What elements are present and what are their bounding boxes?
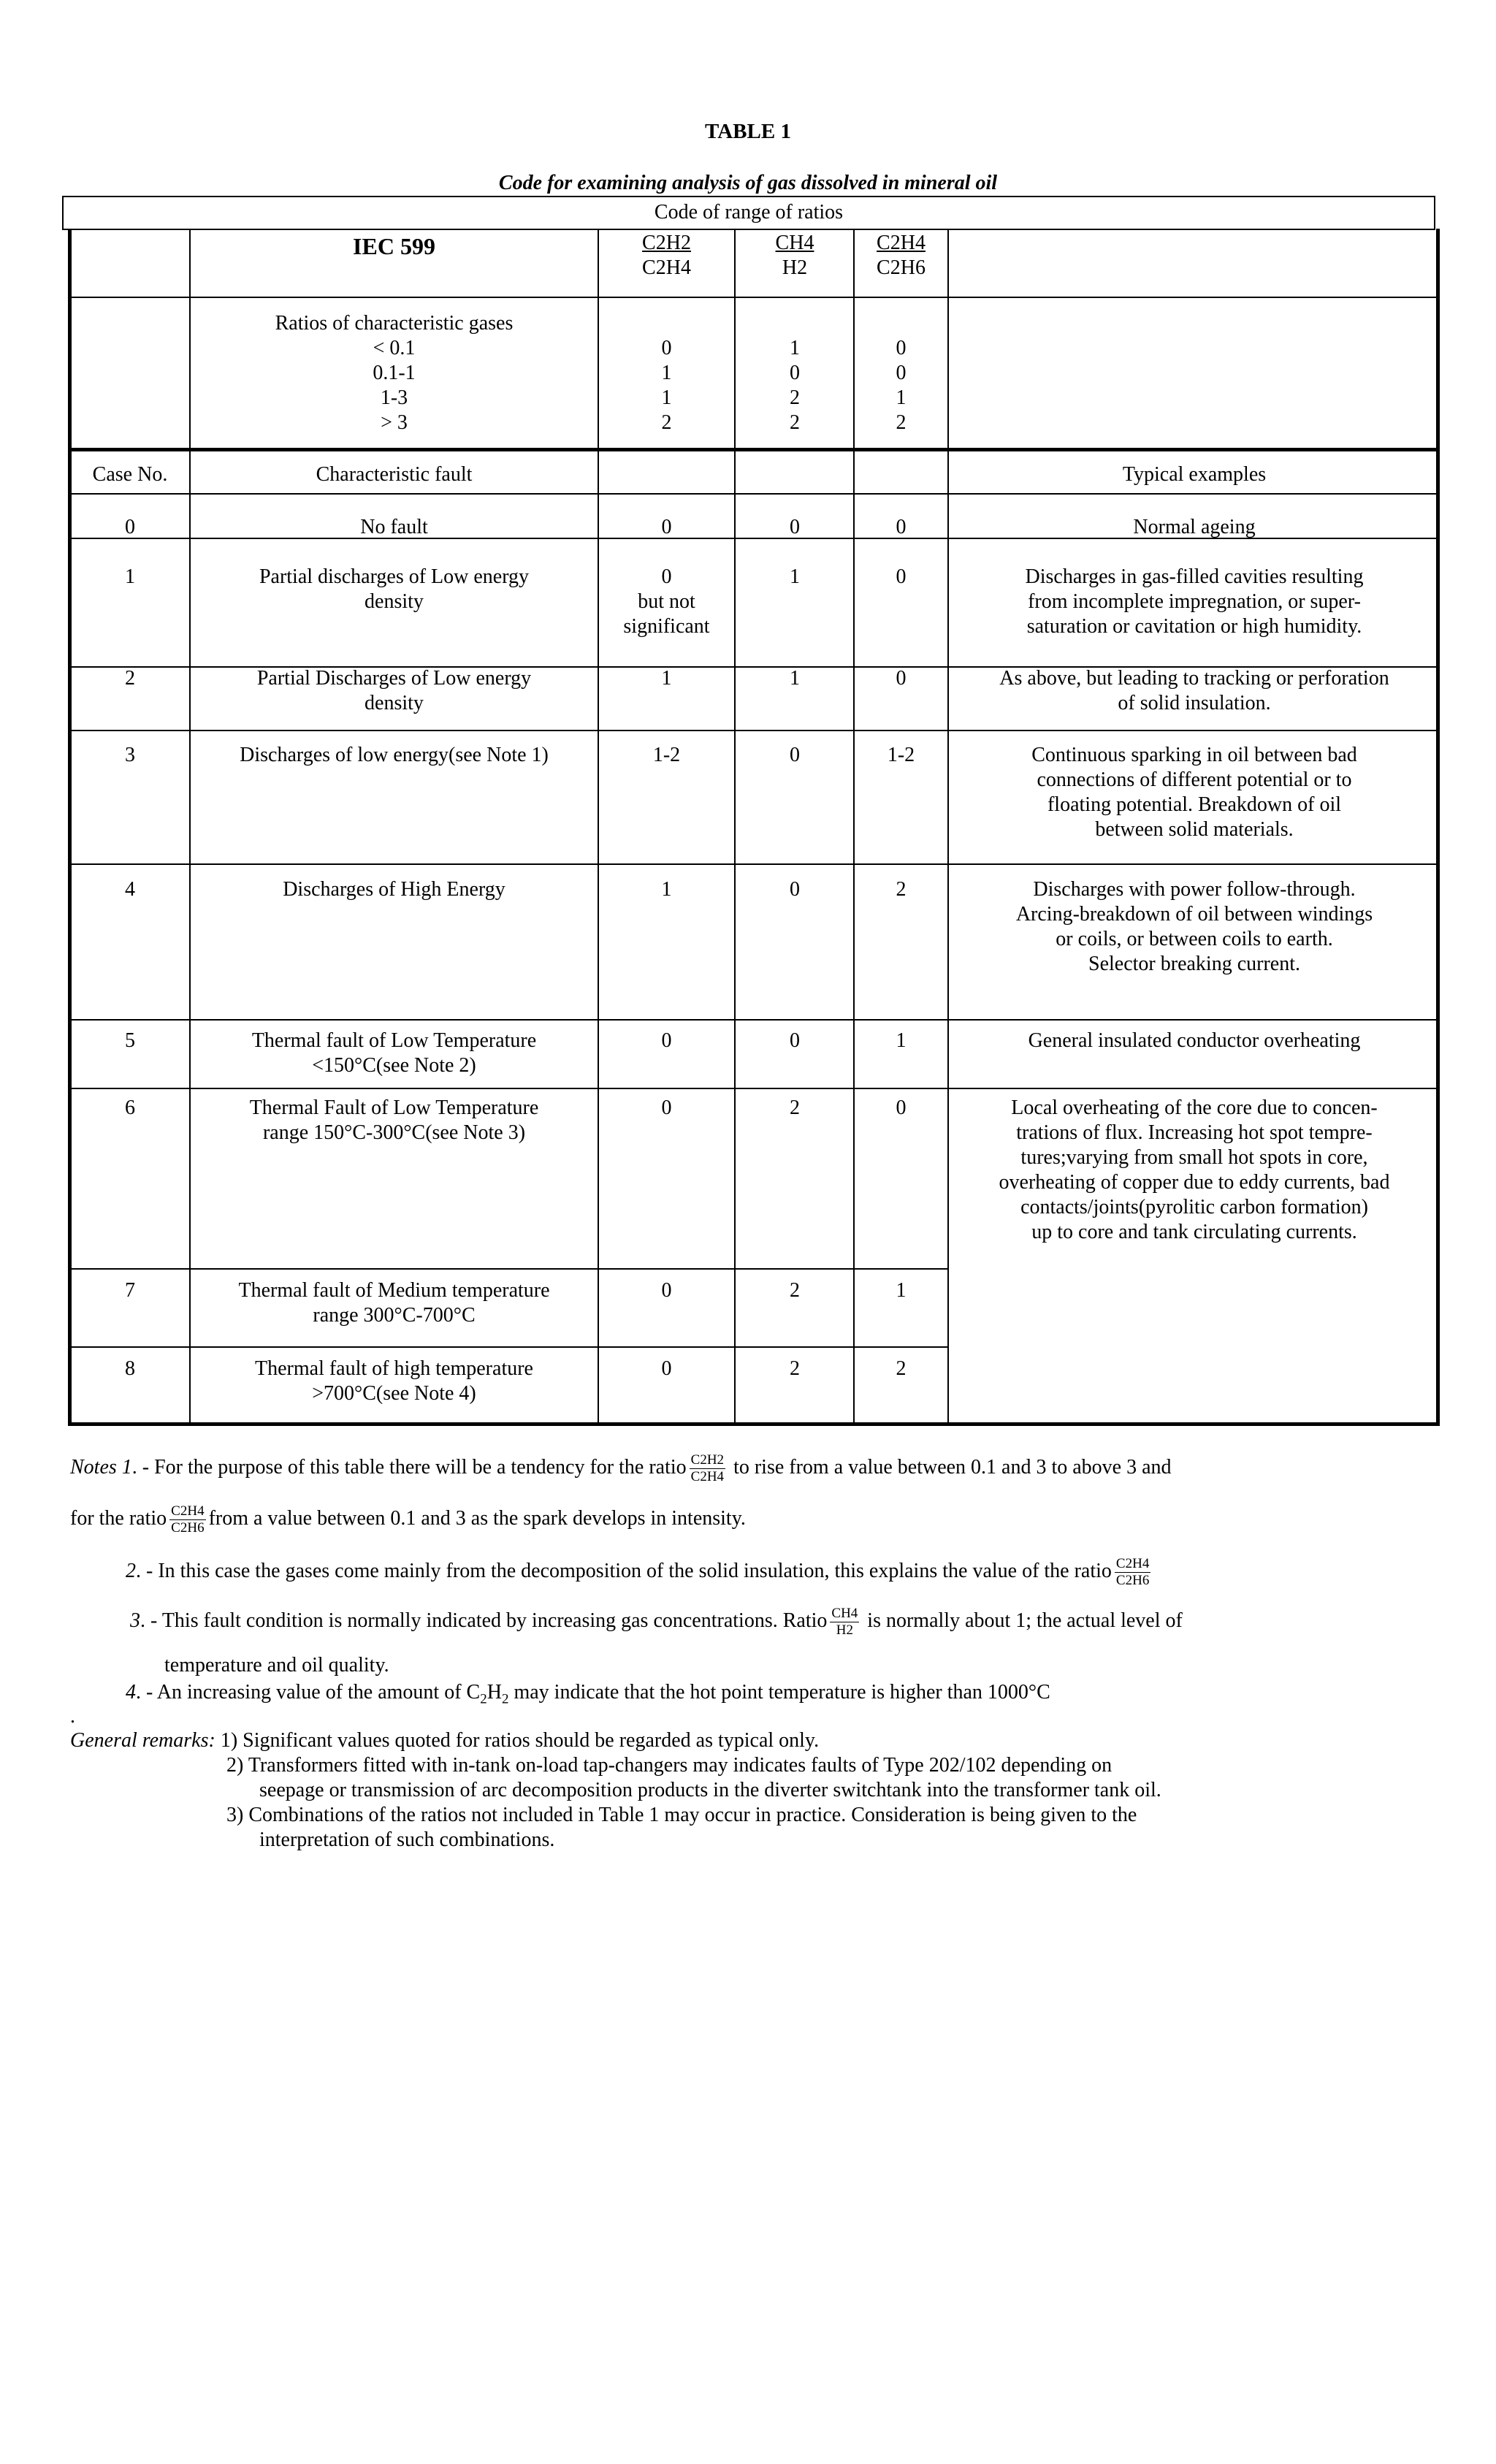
cell-code-c2h2-c2h4: 1	[661, 878, 672, 901]
cell-code-ch4-h2: 2	[790, 1279, 800, 1302]
cell-typical-examples: Continuous sparking in oil between bad connections of different potential or to floating potential. Breakdown of oil between solid materials.	[1031, 744, 1357, 841]
cell-typical-examples: As above, but leading to tracking or perforation of solid insulation.	[999, 667, 1389, 714]
cell-characteristic-fault: Discharges of High Energy	[283, 878, 505, 901]
cell-code-c2h2-c2h4: 0	[661, 1357, 672, 1380]
ratio-fraction: $\frac{C2H2}{C2H4}$	[690, 1452, 725, 1484]
cell-code-c2h2-c2h4: 0	[661, 1279, 672, 1302]
cell-code-c2h2-c2h4: 0	[661, 1096, 672, 1119]
cell-code-c2h2-c2h4: 0	[661, 516, 672, 538]
cell-code-c2h4-c2h6: 0	[896, 516, 907, 538]
cell-code-c2h2-c2h4: 1-2	[652, 744, 681, 766]
cell-case-no: 4	[125, 878, 135, 901]
cell-code-ch4-h2: 1	[790, 565, 800, 588]
cell-characteristic-fault: Partial discharges of Low energy density	[259, 565, 530, 613]
note-2-label: 2	[126, 1559, 136, 1582]
cell-typical-examples: Discharges in gas-filled cavities resulting from incomplete impregnation, or super- saturation or cavitation or high humidity.	[1025, 565, 1364, 638]
cell-code-c2h4-c2h6: 0	[896, 1096, 907, 1119]
cell-code-c2h2-c2h4: 1	[661, 667, 672, 690]
cell-characteristic-fault: No fault	[360, 516, 428, 538]
cell-typical-examples: Local overheating of the core due to concen- trations of flux. Increasing hot spot tempre- tures;varying from small hot spots in core, overheating of copper due to eddy currents, bad contacts/joints(pyrolitic carbon formation) up to core and tank circulating currents.	[999, 1096, 1390, 1243]
ratio-col-2-header: CH4 H2	[775, 232, 814, 279]
note-3-line-2: temperature and oil quality.	[164, 1654, 389, 1677]
cell-case-no: 5	[125, 1029, 135, 1052]
note-4: 4. - An increasing value of the amount of $C_2H_2$ may indicate that the hot point temperature is higher than 1000°C	[126, 1681, 1050, 1707]
cell-case-no: 6	[125, 1096, 135, 1119]
cell-code-c2h2-c2h4: 0	[661, 1029, 672, 1052]
cell-characteristic-fault: Thermal fault of high temperature >700°C(see Note 4)	[255, 1357, 533, 1405]
cell-case-no: 7	[125, 1279, 135, 1302]
note-4-label: 4	[126, 1681, 136, 1704]
ratio-codes-1: 0 1 1 2	[661, 337, 672, 434]
ratio-col-3-header: C2H4 C2H6	[877, 232, 926, 279]
ratio-fraction: $\frac{C2H4}{C2H6}$	[171, 1503, 205, 1536]
cell-code-c2h4-c2h6: 1	[896, 1279, 907, 1302]
note-3-label: 3	[130, 1609, 140, 1632]
cell-code-c2h2-c2h4: 0 but not significant	[623, 565, 710, 638]
stray-dot: .	[70, 1705, 75, 1728]
cell-code-ch4-h2: 1	[790, 667, 800, 690]
table-title: TABLE 1	[705, 120, 791, 143]
cell-code-c2h4-c2h6: 2	[896, 1357, 907, 1380]
cell-code-ch4-h2: 0	[790, 878, 800, 901]
ratio-codes-3: 0 0 1 2	[896, 337, 907, 434]
cell-characteristic-fault: Thermal fault of Medium temperature range 300°C-700°C	[238, 1279, 550, 1327]
header-typical-examples: Typical examples	[1122, 463, 1267, 486]
cell-code-ch4-h2: 0	[790, 516, 800, 538]
note-1-label: Notes 1	[70, 1455, 132, 1479]
cell-typical-examples: General insulated conductor overheating	[1028, 1029, 1361, 1052]
cell-case-no: 0	[125, 516, 135, 538]
cell-code-ch4-h2: 0	[790, 744, 800, 766]
cell-case-no: 2	[125, 667, 135, 690]
general-remarks-2b: seepage or transmission of arc decomposition products in the diverter switchtank into the transformer tank oil.	[259, 1779, 1161, 1801]
general-remarks-1: General remarks: 1) Significant values quoted for ratios should be regarded as typical only.	[70, 1729, 820, 1752]
code-range-header: Code of range of ratios	[654, 201, 844, 224]
cell-characteristic-fault: Thermal Fault of Low Temperature range 150°C-300°C(see Note 3)	[249, 1096, 539, 1144]
standard-label: IEC 599	[353, 233, 435, 259]
general-remarks-3: 3) Combinations of the ratios not included in Table 1 may occur in practice. Consideration is being given to the	[226, 1804, 1137, 1826]
ratio-codes-2: 1 0 2 2	[790, 337, 800, 434]
cell-characteristic-fault: Partial Discharges of Low energy density	[256, 667, 532, 714]
table-caption: Code for examining analysis of gas dissolved in mineral oil	[498, 172, 998, 194]
cell-code-c2h4-c2h6: 1-2	[887, 744, 915, 766]
ratio-col-1-header: C2H2 C2H4	[642, 232, 691, 279]
note-1-line-2: for the ratio $\frac{C2H4}{C2H6}$ from a value between 0.1 and 3 as the spark develops in intensity.	[70, 1503, 746, 1536]
ratio-ranges: Ratios of characteristic gases < 0.1 0.1-1 1-3 > 3	[275, 312, 514, 434]
note-2: 2. - In this case the gases come mainly from the decomposition of the solid insulation, this explains the value of the ratio $\frac{C2H4}{C2H6}$	[126, 1556, 1150, 1588]
cell-typical-examples: Normal ageing	[1133, 516, 1256, 538]
cell-code-c2h4-c2h6: 2	[896, 878, 907, 901]
note-3-line-1: 3. - This fault condition is normally indicated by increasing gas concentrations. Ratio $\frac{CH4}{H2}$ is normally about 1; the actual level of	[130, 1606, 1183, 1638]
cell-case-no: 3	[125, 744, 135, 766]
cell-code-ch4-h2: 2	[790, 1096, 800, 1119]
cell-code-ch4-h2: 0	[790, 1029, 800, 1052]
cell-characteristic-fault: Discharges of low energy(see Note 1)	[240, 744, 549, 766]
cell-typical-examples: Discharges with power follow-through. Arcing-breakdown of oil between windings or coils, or between coils to earth. Selector breaking current.	[1015, 878, 1373, 975]
general-remarks-3b: interpretation of such combinations.	[259, 1828, 555, 1851]
general-remarks-label: General remarks:	[70, 1729, 215, 1752]
cell-code-c2h4-c2h6: 0	[896, 565, 907, 588]
ratio-fraction: $\frac{C2H4}{C2H6}$	[1115, 1556, 1150, 1588]
cell-characteristic-fault: Thermal fault of Low Temperature <150°C(see Note 2)	[251, 1029, 537, 1077]
ratio-fraction: $\frac{CH4}{H2}$	[831, 1606, 858, 1638]
note-1-line-1: Notes 1. - For the purpose of this table there will be a tendency for the ratio $\frac{C2H2}{C2H4}$ to rise from a value between 0.1 and 3 to above 3 and	[70, 1452, 1172, 1484]
cell-case-no: 8	[125, 1357, 135, 1380]
header-case-no: Case No.	[92, 463, 168, 486]
cell-code-c2h4-c2h6: 0	[896, 667, 907, 690]
general-remarks-2: 2) Transformers fitted with in-tank on-load tap-changers may indicates faults of Type 202/102 depending on	[226, 1754, 1113, 1777]
cell-code-ch4-h2: 2	[790, 1357, 800, 1380]
header-characteristic-fault: Characteristic fault	[316, 463, 473, 486]
cell-code-c2h4-c2h6: 1	[896, 1029, 907, 1052]
cell-case-no: 1	[125, 565, 135, 588]
